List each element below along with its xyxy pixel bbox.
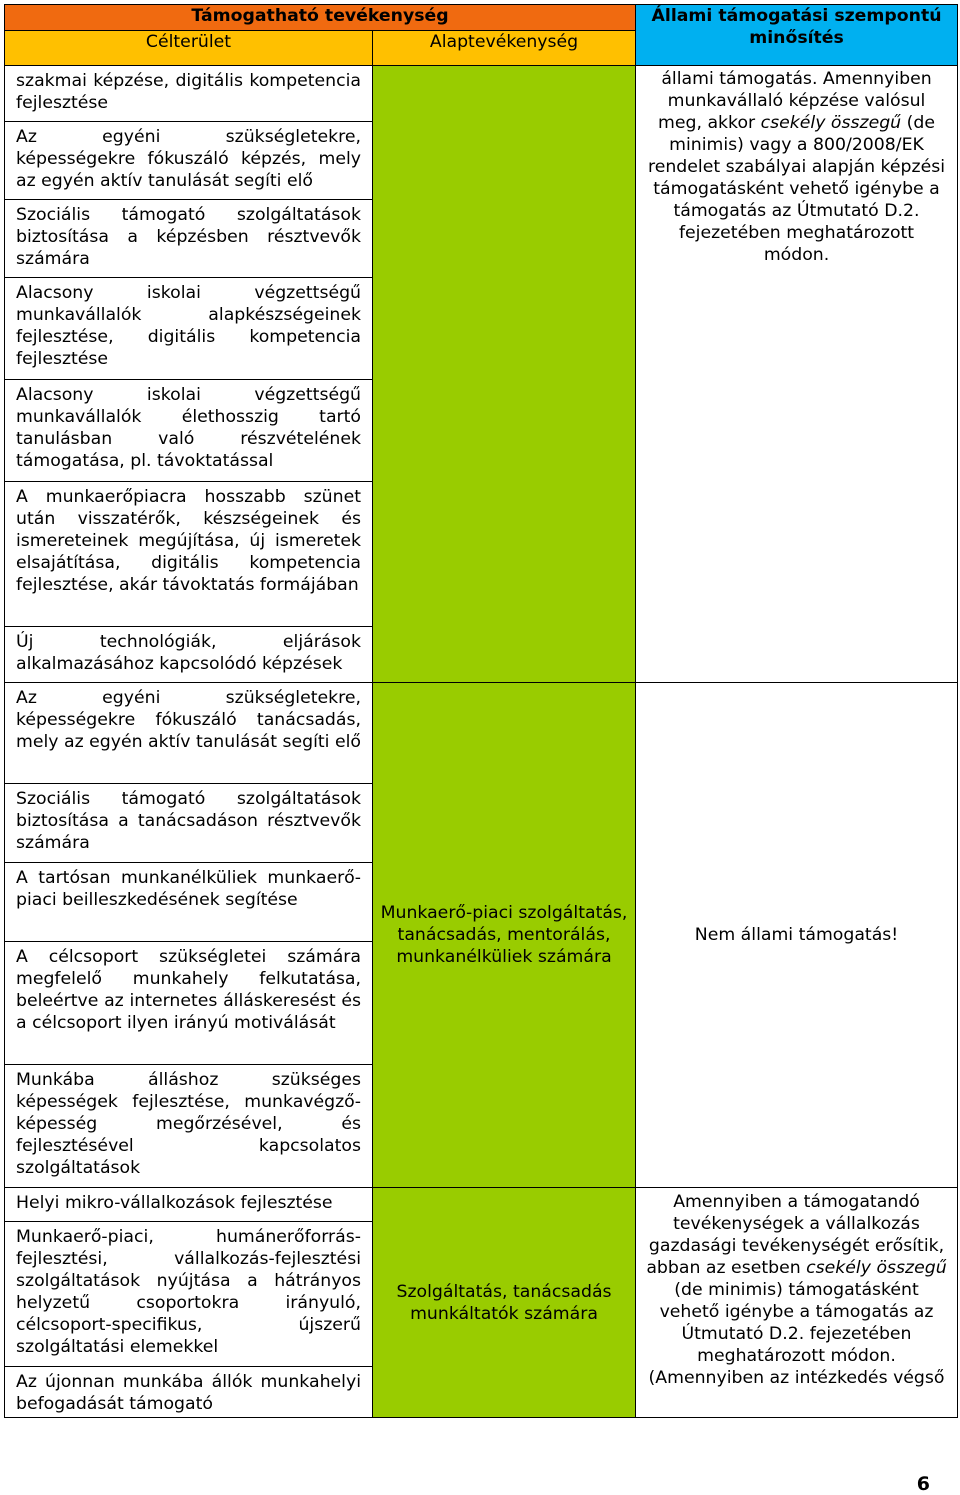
target-row-7: Új technológiák, eljárások alkalmazásához kapcsolódó képzések (5, 627, 373, 683)
header-classification: Állami támogatási szempontú minősítés (636, 5, 958, 66)
activity-block-1 (373, 66, 636, 683)
classification-3-italic: csekély összegű (806, 1258, 947, 1278)
header-basic-activity: Alaptevékenység (373, 31, 636, 66)
classification-1-text-a: állami támogatás. Amennyiben munkavállaló képzése valósul meg, akkor (658, 69, 932, 133)
activity-block-3-text: Szolgáltatás, tanácsadás munkáltatók számára (396, 1281, 612, 1324)
target-row-8: Az egyéni szükségletekre, képességekre fókuszáló tanácsadás, mely az egyén aktív tanulását segíti elő (5, 683, 373, 784)
classification-1-text-b: (de minimis) vagy a 800/2008/EK rendelet szabályai alapján képzési támogatásként vehető igénybe a támogatás az Útmutató D.2. fejezetében meghatározott módon. (647, 113, 946, 265)
target-row-10: A tartósan munkanélküliek munkaerő-piaci beilleszkedésének segítése (5, 863, 373, 942)
target-row-6: A munkaerőpiacra hosszabb szünet után visszatérők, készségeinek és ismereteinek megújítása, új ismeretek elsajátítása, digitális kompetencia fejlesztése, akár távoktatás formájában (5, 482, 373, 627)
classification-block-2 (636, 683, 958, 1188)
classification-block-3 (636, 1188, 958, 1418)
page-number: 6 (916, 1473, 930, 1495)
support-table (4, 4, 958, 1418)
classification-block-1 (636, 66, 958, 683)
header-target-area: Célterület (5, 31, 373, 66)
target-row-11: A célcsoport szükségletei számára megfelelő munkahely felkutatása, beleértve az internetes álláskeresést és a célcsoport ilyen irányú motiválását (5, 942, 373, 1065)
header-group-title: Támogatható tevékenység (5, 5, 636, 31)
activity-block-3 (373, 1188, 636, 1418)
activity-block-2-text: Munkaerő-piaci szolgáltatás, tanácsadás, mentorálás, munkanélküliek számára (380, 903, 628, 967)
target-row-15: Az újonnan munkába állók munkahelyi befogadását támogató (5, 1367, 373, 1418)
target-row-13: Helyi mikro-vállalkozások fejlesztése (5, 1188, 373, 1222)
target-row-12: Munkába álláshoz szükséges képességek fejlesztése, munkavégző-képesség megőrzésével, és fejlesztésével kapcsolatos szolgáltatások (5, 1065, 373, 1188)
classification-2-text: Nem állami támogatás! (694, 925, 899, 945)
target-row-4: Alacsony iskolai végzettségű munkavállalók alapkészségeinek fejlesztése, digitális kompetencia fejlesztése (5, 278, 373, 380)
target-row-9: Szociális támogató szolgáltatások biztosítása a tanácsadáson résztvevők számára (5, 784, 373, 863)
target-row-2: Az egyéni szükségletekre, képességekre fókuszáló képzés, mely az egyén aktív tanulását segíti elő (5, 122, 373, 200)
target-row-3: Szociális támogató szolgáltatások biztosítása a képzésben résztvevők számára (5, 200, 373, 278)
activity-block-2 (373, 683, 636, 1188)
classification-3-text-b: (de minimis) támogatásként vehető igénybe a támogatás az Útmutató D.2. fejezetében meghatározott módon. (Amennyiben az intézkedés végső (648, 1280, 945, 1388)
target-row-14: Munkaerő-piaci, humánerőforrás-fejlesztési, vállalkozás-fejlesztési szolgáltatások nyújtása a hátrányos helyzetű csoportokra irányuló, célcsoport-specifikus, újszerű szolgáltatási elemekkel (5, 1222, 373, 1367)
target-row-1: szakmai képzése, digitális kompetencia fejlesztése (5, 66, 373, 122)
classification-1-italic: csekély összegű (760, 113, 902, 133)
classification-3-text-a: Amennyiben a támogatandó tevékenységek a vállalkozás gazdasági tevékenységét erősítik, abban az esetben (646, 1192, 945, 1278)
target-row-5: Alacsony iskolai végzettségű munkavállalók élethosszig tartó tanulásban való részvételének támogatása, pl. távoktatással (5, 380, 373, 482)
